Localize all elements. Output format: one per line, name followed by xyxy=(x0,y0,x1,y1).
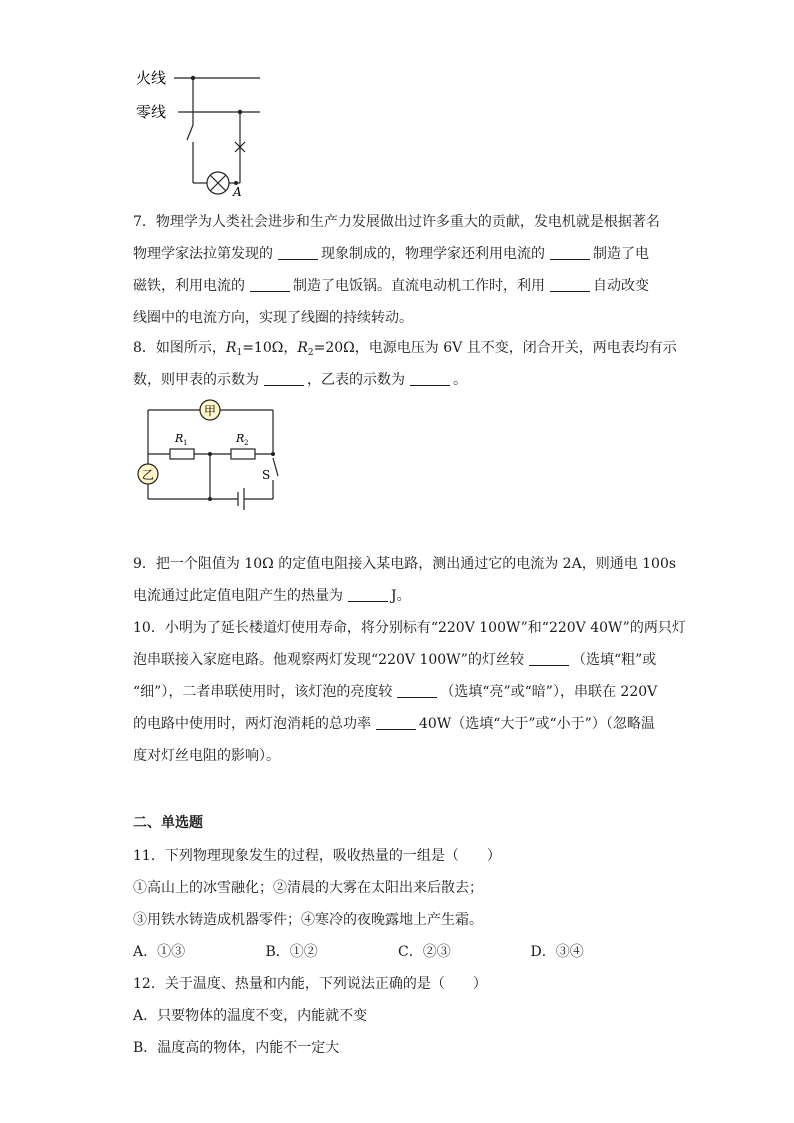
resistor-r1 xyxy=(170,449,194,459)
q9-line-2: 电流通过此定值电阻产生的热量为 J。 xyxy=(133,588,411,604)
q7-line-4: 线圈中的电流方向，实现了线圈的持续转动。 xyxy=(133,310,413,326)
question-9 xyxy=(133,548,677,612)
option-d[interactable]: D．③④ xyxy=(530,944,584,960)
q10-line-2: 泡串联接入家庭电路。他观察两灯发现“220V 100W”的灯丝较 （选填“粗”或 xyxy=(133,652,657,668)
q10-line-3: “细”），二者串联使用时，该灯泡的亮度较 （选填“亮”或“暗”），串联在 220V xyxy=(133,684,658,700)
q10-line-5: 度对灯丝电阻的影响）。 xyxy=(133,748,280,764)
live-wire-label: 火线 xyxy=(136,69,167,87)
option-a[interactable]: A．只要物体的温度不变，内能就不变 xyxy=(133,1008,368,1024)
meter-jia xyxy=(200,400,220,420)
meters-circuit-figure xyxy=(130,398,290,514)
svg-text:1: 1 xyxy=(183,439,188,447)
section-heading: 二、单选题 xyxy=(133,815,203,831)
lamp-symbol xyxy=(207,172,229,194)
answer-blank[interactable] xyxy=(264,371,304,386)
option-a[interactable]: A．①③ xyxy=(133,944,186,960)
meter-yi xyxy=(138,464,158,484)
answer-blank[interactable] xyxy=(278,245,318,260)
q11-statement-1: ①高山上的冰雪融化；②清晨的大雾在太阳出来后散去； xyxy=(133,880,483,896)
svg-text:R: R xyxy=(175,432,184,445)
option-c[interactable]: C．②③ xyxy=(398,944,451,960)
q7-line-2: 物理学家法拉第发现的 现象制成的，物理学家还利用电流的 制造了电 xyxy=(133,246,649,262)
q11-options xyxy=(133,936,663,968)
q8-line-2: 数，则甲表的示数为 ，乙表的示数为 。 xyxy=(133,372,467,388)
q12-stem: 12．关于温度、热量和内能，下列说法正确的是（ ） xyxy=(133,976,487,992)
battery-symbol xyxy=(238,488,244,510)
answer-blank[interactable] xyxy=(397,683,437,698)
q10-line-1: 10．小明为了延长楼道灯使用寿命，将分别标有“220V 100W”和“220V 40W”的两只灯 xyxy=(133,620,686,636)
svg-text:甲: 甲 xyxy=(204,404,217,418)
q8-line-1: 8．如图所示，$R_1=10\Omega$，$R_2=20\Omega$，电源电压为 6V 且不变，闭合开关，两电表均有示 xyxy=(133,340,677,358)
svg-text:S: S xyxy=(262,468,271,482)
resistor-r2 xyxy=(231,449,255,459)
q11-statement-2: ③用铁水铸造成机器零件；④寒冷的夜晚露地上产生霜。 xyxy=(133,912,483,928)
answer-blank[interactable] xyxy=(410,371,450,386)
answer-blank[interactable] xyxy=(376,715,416,730)
q7-line-3: 磁铁，利用电流的 制造了电饭锅。直流电动机工作时，利用 自动改变 xyxy=(133,278,649,294)
option-b[interactable]: B．温度高的物体，内能不一定大 xyxy=(133,1040,340,1056)
question-12 xyxy=(133,968,663,1064)
answer-blank[interactable] xyxy=(550,245,590,260)
answer-blank[interactable] xyxy=(529,651,569,666)
q9-line-1: 9．把一个阻值为 10Ω 的定值电阻接入某电路，测出通过它的电流为 2A，则通电 100s xyxy=(133,556,677,572)
q11-stem: 11．下列物理现象发生的过程，吸收热量的一组是（ ） xyxy=(133,848,501,864)
question-11 xyxy=(133,840,663,968)
point-a-label: A xyxy=(233,185,242,198)
answer-blank[interactable] xyxy=(250,277,290,292)
switch-s xyxy=(273,458,278,476)
household-circuit-figure xyxy=(130,62,270,198)
svg-text:2: 2 xyxy=(244,439,249,447)
question-8 xyxy=(133,332,677,396)
option-b[interactable]: B．①② xyxy=(265,944,318,960)
q10-line-4: 的电路中使用时，两灯泡消耗的总功率 40W（选填“大于”或“小于”）（忽略温 xyxy=(133,716,655,732)
q7-line-1: 7．物理学为人类社会进步和生产力发展做出过许多重大的贡献，发电机就是根据著名 xyxy=(133,214,660,230)
wall-switch xyxy=(187,125,193,140)
question-10 xyxy=(133,612,686,772)
neutral-wire-label: 零线 xyxy=(136,103,167,121)
answer-blank[interactable] xyxy=(348,587,388,602)
svg-text:乙: 乙 xyxy=(142,468,155,482)
svg-text:R: R xyxy=(236,432,245,445)
answer-blank[interactable] xyxy=(550,277,590,292)
question-7 xyxy=(133,206,663,334)
